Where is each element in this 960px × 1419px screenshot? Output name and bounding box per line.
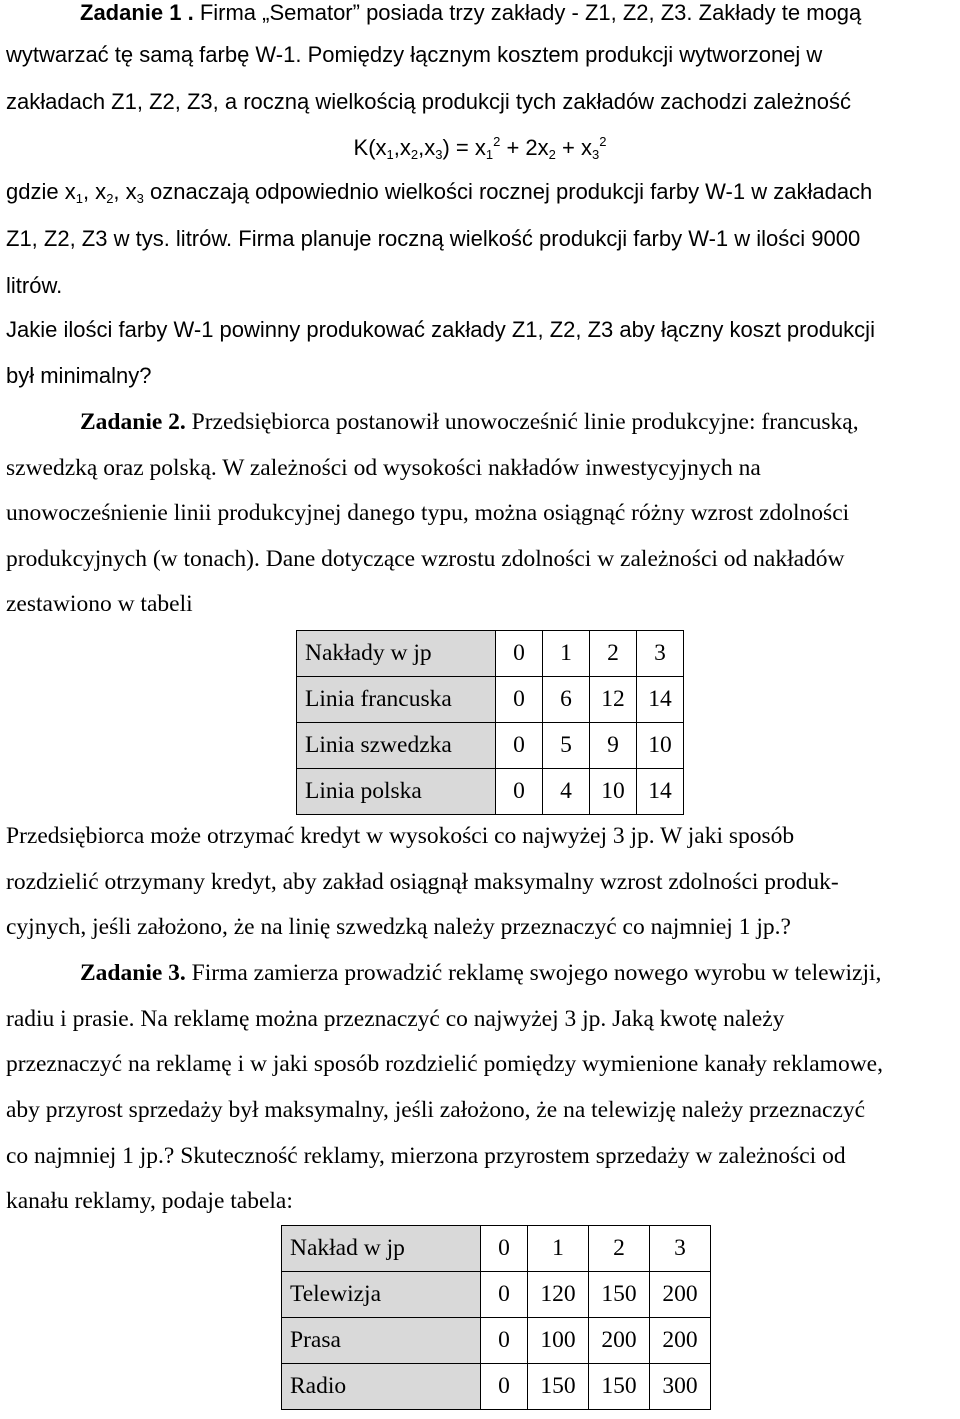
task3-line-1	[80, 958, 954, 988]
table-cell: 2	[589, 1226, 650, 1272]
table-cell: Linia szwedzka	[297, 723, 496, 769]
table-cell: 150	[589, 1272, 650, 1318]
task3-heading: Zadanie 3.	[80, 960, 186, 986]
task1-text: Firma „Semator” posiada trzy zakłady - Z1, Z2, Z3. Zakłady te mogą	[193, 0, 862, 25]
table-header-row	[297, 631, 684, 677]
task3-line-3: przeznaczyć na reklamę i w jaki sposób rozdzielić pomiędzy wymienione kanały reklamowe,	[6, 1051, 883, 1077]
task1-line-4: gdzie $x_1$, $x_2$, $x_3$ oznaczają odpowiednio wielkości rocznej produkcji farby W-1 w zakładach	[6, 179, 873, 206]
table-cell: Nakłady w jp	[297, 631, 496, 677]
task2-line-2: szwedzką oraz polską. W zależności od wysokości nakładów inwestycyjnych na	[6, 455, 761, 481]
table-cell: Linia polska	[297, 769, 496, 815]
table-cell: 0	[496, 723, 543, 769]
table-cell: 0	[481, 1272, 528, 1318]
task1-line-5: Z1, Z2, Z3 w tys. litrów. Firma planuje roczną wielkość produkcji farby W-1 w ilości 9000	[6, 226, 861, 251]
table-cell: 300	[650, 1364, 711, 1410]
table-cell: 1	[528, 1226, 589, 1272]
table-cell: 0	[481, 1364, 528, 1410]
task2-heading: Zadanie 2.	[80, 409, 186, 435]
table-cell: 5	[543, 723, 590, 769]
table-cell: 0	[496, 677, 543, 723]
task3-text: Firma zamierza prowadzić reklamę swojego nowego wyrobu w telewizji,	[185, 960, 882, 986]
table-row	[282, 1318, 711, 1364]
capacity-growth-table	[296, 630, 684, 815]
table-cell: 14	[637, 677, 684, 723]
task2-line-8: cyjnych, jeśli założono, że na linię szwedzką należy przeznaczyć co najmniej 1 jp.?	[6, 914, 791, 940]
task1-line-3: zakładach Z1, Z2, Z3, a roczną wielkością produkcji tych zakładów zachodzi zależność	[6, 89, 851, 114]
cost-formula: $K(x_1,x_2,x_3) = x_1^2 + 2x_2 + x_3^2$	[353, 134, 607, 162]
table-cell: 2	[590, 631, 637, 677]
table-row	[297, 769, 684, 815]
table-cell: 0	[481, 1226, 528, 1272]
task3-line-5: co najmniej 1 jp.? Skuteczność reklamy, mierzona przyrostem sprzedaży w zależności od	[6, 1143, 846, 1169]
table-cell: 200	[650, 1272, 711, 1318]
table-cell: Prasa	[282, 1318, 481, 1364]
table-cell: 150	[589, 1364, 650, 1410]
table-cell: 9	[590, 723, 637, 769]
task3-line-2: radiu i prasie. Na reklamę można przeznaczyć co najwyżej 3 jp. Jaką kwotę należy	[6, 1006, 785, 1032]
task2-line-6: Przedsiębiorca może otrzymać kredyt w wysokości co najwyżej 3 jp. W jaki sposób	[6, 823, 795, 849]
task1-line-6: litrów.	[6, 273, 63, 298]
table-cell: Nakład w jp	[282, 1226, 481, 1272]
table-cell: 120	[528, 1272, 589, 1318]
table-cell: 200	[650, 1318, 711, 1364]
table-header-row	[282, 1226, 711, 1272]
table-cell: Linia francuska	[297, 677, 496, 723]
table-cell: Telewizja	[282, 1272, 481, 1318]
task1-line-2: wytwarzać tę samą farbę W-1. Pomiędzy łącznym kosztem produkcji wytworzonej w	[6, 42, 823, 67]
task1-line-8: był minimalny?	[6, 363, 152, 388]
table-cell: 14	[637, 769, 684, 815]
table-cell: 100	[528, 1318, 589, 1364]
table-cell: 6	[543, 677, 590, 723]
advertising-effect-table	[281, 1225, 711, 1410]
table-cell: 0	[496, 769, 543, 815]
table-cell: 1	[543, 631, 590, 677]
task3-line-6: kanału reklamy, podaje tabela:	[6, 1188, 293, 1214]
table-cell: 0	[496, 631, 543, 677]
task2-text: Przedsiębiorca postanowił unowocześnić linie produkcyjne: francuską,	[185, 409, 859, 435]
task1-line-1	[80, 0, 954, 28]
task2-line-3: unowocześnienie linii produkcyjnej danego typu, można osiągnąć różny wzrost zdolności	[6, 500, 850, 526]
table-cell: 10	[590, 769, 637, 815]
task2-line-7: rozdzielić otrzymany kredyt, aby zakład osiągnął maksymalny wzrost zdolności produk-	[6, 869, 839, 895]
table-cell: 4	[543, 769, 590, 815]
table-cell: Radio	[282, 1364, 481, 1410]
task1-line-7: Jakie ilości farby W-1 powinny produkować zakłady Z1, Z2, Z3 aby łączny koszt produkcji	[6, 317, 875, 342]
task3-line-4: aby przyrost sprzedaży był maksymalny, jeśli założono, że na telewizję należy przeznaczyć	[6, 1097, 866, 1123]
task2-line-5: zestawiono w tabeli	[6, 591, 193, 617]
task2-line-4: produkcyjnych (w tonach). Dane dotyczące wzrostu zdolności w zależności od nakładów	[6, 546, 845, 572]
table-cell: 3	[650, 1226, 711, 1272]
table-row	[282, 1272, 711, 1318]
table-row	[297, 677, 684, 723]
table-cell: 0	[481, 1318, 528, 1364]
table-cell: 10	[637, 723, 684, 769]
task2-line-1	[80, 407, 954, 437]
table-cell: 150	[528, 1364, 589, 1410]
table-cell: 200	[589, 1318, 650, 1364]
table-row	[282, 1364, 711, 1410]
table-cell: 3	[637, 631, 684, 677]
table-row	[297, 723, 684, 769]
table-cell: 12	[590, 677, 637, 723]
task1-heading: Zadanie 1 .	[80, 0, 194, 25]
